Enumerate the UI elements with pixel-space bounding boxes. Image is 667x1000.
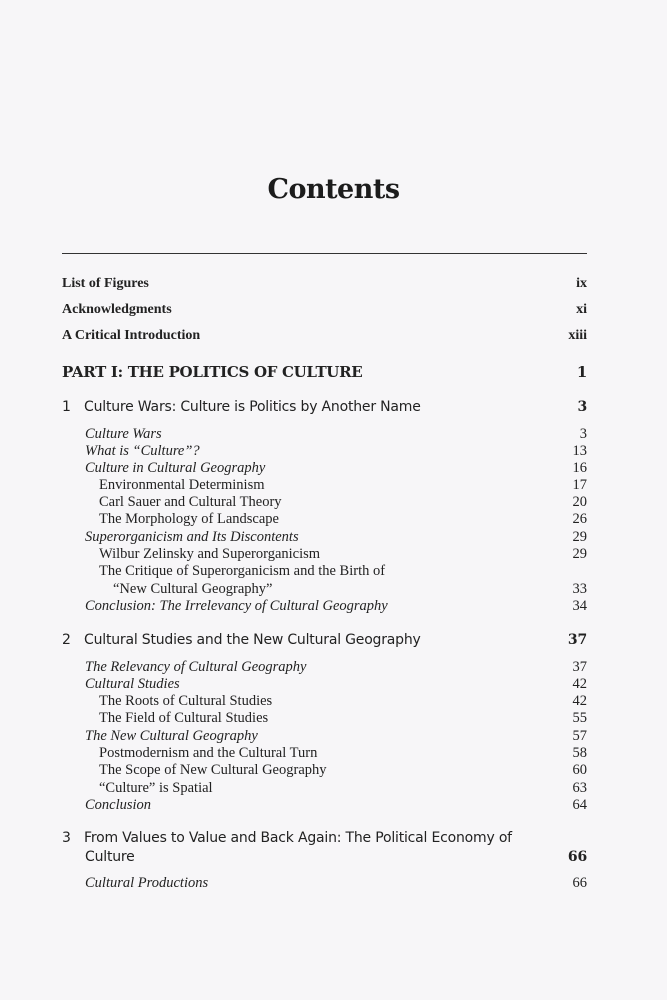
toc-subsection-label: Carl Sauer and Cultural Theory — [99, 494, 282, 510]
chapter-number: 1 — [62, 399, 71, 415]
toc-section-label: Culture in Cultural Geography — [85, 460, 266, 476]
toc-subsection[interactable] — [62, 762, 587, 779]
toc-section[interactable] — [62, 728, 587, 745]
toc-subsection[interactable] — [62, 511, 587, 528]
toc-section-label: The New Cultural Geography — [85, 728, 258, 744]
toc-subsection-label: “New Cultural Geography” — [113, 581, 273, 597]
toc-subsection-page: 55 — [572, 710, 587, 726]
toc-section-page: 57 — [572, 728, 587, 744]
toc-section-label: Superorganicism and Its Discontents — [85, 529, 299, 545]
toc-subsection-label: The Scope of New Cultural Geography — [99, 762, 327, 778]
toc-section-page: 42 — [572, 676, 587, 692]
chapter-number: 2 — [62, 632, 71, 648]
toc-section-page: 16 — [572, 460, 587, 476]
toc-section[interactable] — [62, 797, 587, 814]
toc-entry-list-of-figures[interactable] — [62, 276, 587, 292]
toc-subsection-label: “Culture” is Spatial — [99, 780, 213, 796]
toc-section-label: The Relevancy of Cultural Geography — [85, 659, 307, 675]
toc-section[interactable] — [62, 676, 587, 693]
toc-section[interactable] — [62, 460, 587, 477]
toc-section-label: Conclusion: The Irrelevancy of Cultural Geography — [85, 598, 388, 614]
chapter-page: 66 — [567, 849, 587, 865]
toc-subsection-label: Environmental Determinism — [99, 477, 265, 493]
chapter-title: Culture Wars: Culture is Politics by Another Name — [84, 399, 421, 415]
toc-entry-acknowledgments[interactable] — [62, 302, 587, 318]
toc-section[interactable] — [62, 659, 587, 676]
toc-entry-label: A Critical Introduction — [62, 328, 201, 343]
toc-entry-label: Acknowledgments — [62, 302, 172, 317]
toc-section-page: 64 — [572, 797, 587, 813]
toc-section[interactable] — [62, 875, 587, 892]
toc-section-label: Cultural Studies — [85, 676, 180, 692]
toc-subsection-label: The Roots of Cultural Studies — [99, 693, 273, 709]
toc-part-page: 1 — [576, 363, 587, 381]
toc-subsection-page: 17 — [572, 477, 587, 493]
toc-subsection-page: 60 — [572, 762, 587, 778]
chapter-title: Cultural Studies and the New Cultural Geography — [84, 632, 421, 648]
toc-subsection-page: 26 — [572, 511, 587, 527]
toc-section-label: Conclusion — [85, 797, 152, 813]
title-divider — [62, 253, 587, 254]
toc-section-page: 37 — [572, 659, 587, 675]
chapter-title: Culture — [85, 849, 135, 865]
toc-chapter-1[interactable] — [62, 399, 587, 415]
toc-section[interactable] — [62, 426, 587, 443]
toc-section-page: 29 — [572, 529, 587, 545]
toc-entry-critical-introduction[interactable] — [62, 328, 587, 344]
toc-section-label: What is “Culture”? — [85, 443, 200, 459]
chapter-page: 3 — [577, 399, 587, 415]
toc-entry-page: xi — [576, 302, 587, 317]
toc-subsection[interactable] — [62, 693, 587, 710]
toc-section-page: 66 — [572, 875, 587, 891]
toc-section[interactable] — [62, 598, 587, 615]
chapter-title: From Values to Value and Back Again: The Political Economy of — [84, 830, 512, 846]
toc-section-page: 34 — [572, 598, 587, 614]
toc-section[interactable] — [62, 443, 587, 460]
toc-subsection-label: Postmodernism and the Cultural Turn — [99, 745, 318, 761]
toc-part-label: PART I: THE POLITICS OF CULTURE — [62, 363, 363, 381]
toc-subsection[interactable] — [62, 546, 587, 563]
toc-subsection-page: 63 — [572, 780, 587, 796]
toc-section-page: 3 — [579, 426, 587, 442]
toc-section[interactable] — [62, 529, 587, 546]
toc-chapter-2[interactable] — [62, 632, 587, 648]
toc-section-label: Cultural Productions — [85, 875, 209, 891]
toc-subsection-page: 33 — [572, 581, 587, 597]
toc-section-page: 13 — [572, 443, 587, 459]
page-title: Contents — [267, 174, 400, 205]
toc-subsection-label: The Critique of Superorganicism and the Birth of — [99, 563, 386, 579]
toc-entry-page: ix — [576, 276, 587, 291]
toc-entry-page: xiii — [568, 328, 587, 343]
chapter-page: 37 — [567, 632, 587, 648]
toc-part-1[interactable] — [62, 363, 587, 381]
toc-subsection-page: 42 — [572, 693, 587, 709]
chapter-number: 3 — [62, 830, 71, 846]
toc-subsection-continued[interactable] — [62, 581, 587, 598]
toc-subsection[interactable] — [62, 745, 587, 762]
toc-subsection[interactable] — [62, 563, 587, 580]
toc-subsection-page: 58 — [572, 745, 587, 761]
toc-subsection-label: The Field of Cultural Studies — [99, 710, 269, 726]
toc-chapter-3-continued[interactable] — [62, 849, 587, 865]
toc-subsection[interactable] — [62, 710, 587, 727]
toc-chapter-3[interactable] — [62, 830, 587, 846]
toc-entry-label: List of Figures — [62, 276, 149, 291]
toc-subsection-page: 20 — [572, 494, 587, 510]
toc-subsection-label: Wilbur Zelinsky and Superorganicism — [99, 546, 321, 562]
toc-subsection-page: 29 — [572, 546, 587, 562]
toc-subsection-label: The Morphology of Landscape — [99, 511, 279, 527]
toc-subsection[interactable] — [62, 477, 587, 494]
toc-subsection[interactable] — [62, 494, 587, 511]
toc-subsection[interactable] — [62, 780, 587, 797]
toc-section-label: Culture Wars — [85, 426, 162, 442]
